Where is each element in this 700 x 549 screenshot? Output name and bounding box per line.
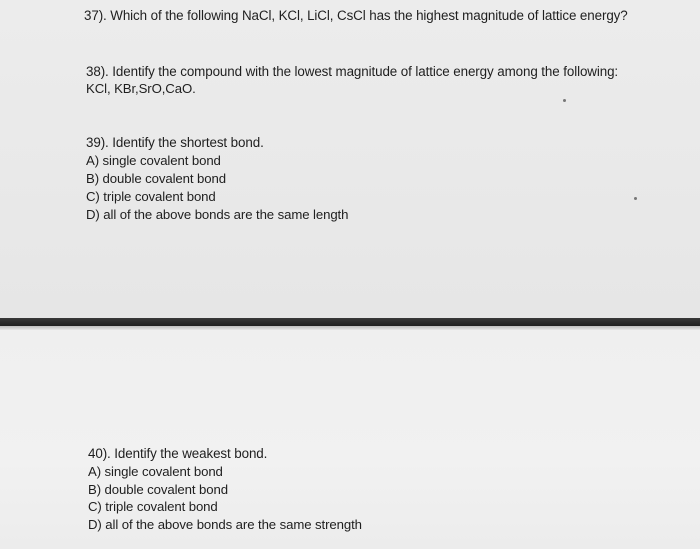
question-40-option-b: B) double covalent bond: [88, 482, 228, 497]
question-38-compounds: KCl, KBr,SrO,CaO.: [86, 81, 196, 96]
question-40-option-a: A) single covalent bond: [88, 464, 223, 479]
question-40-option-d: D) all of the above bonds are the same strength: [88, 517, 362, 532]
question-38-text: 38). Identify the compound with the lowest magnitude of lattice energy among the following:: [86, 64, 619, 79]
question-40-option-c: C) triple covalent bond: [88, 499, 218, 514]
question-39-option-b: B) double covalent bond: [86, 171, 226, 186]
question-40-text: 40). Identify the weakest bond.: [88, 446, 268, 461]
question-39-text: 39). Identify the shortest bond.: [86, 135, 264, 150]
page-divider: [0, 318, 700, 326]
question-37-text: 37). Which of the following NaCl, KCl, LiCl, CsCl has the highest magnitude of lattice energy?: [84, 8, 628, 23]
speck-mark: [563, 99, 566, 102]
speck-mark: [634, 197, 637, 200]
question-39-option-c: C) triple covalent bond: [86, 189, 216, 204]
question-39-option-a: A) single covalent bond: [86, 153, 221, 168]
question-39-option-d: D) all of the above bonds are the same length: [86, 207, 349, 222]
